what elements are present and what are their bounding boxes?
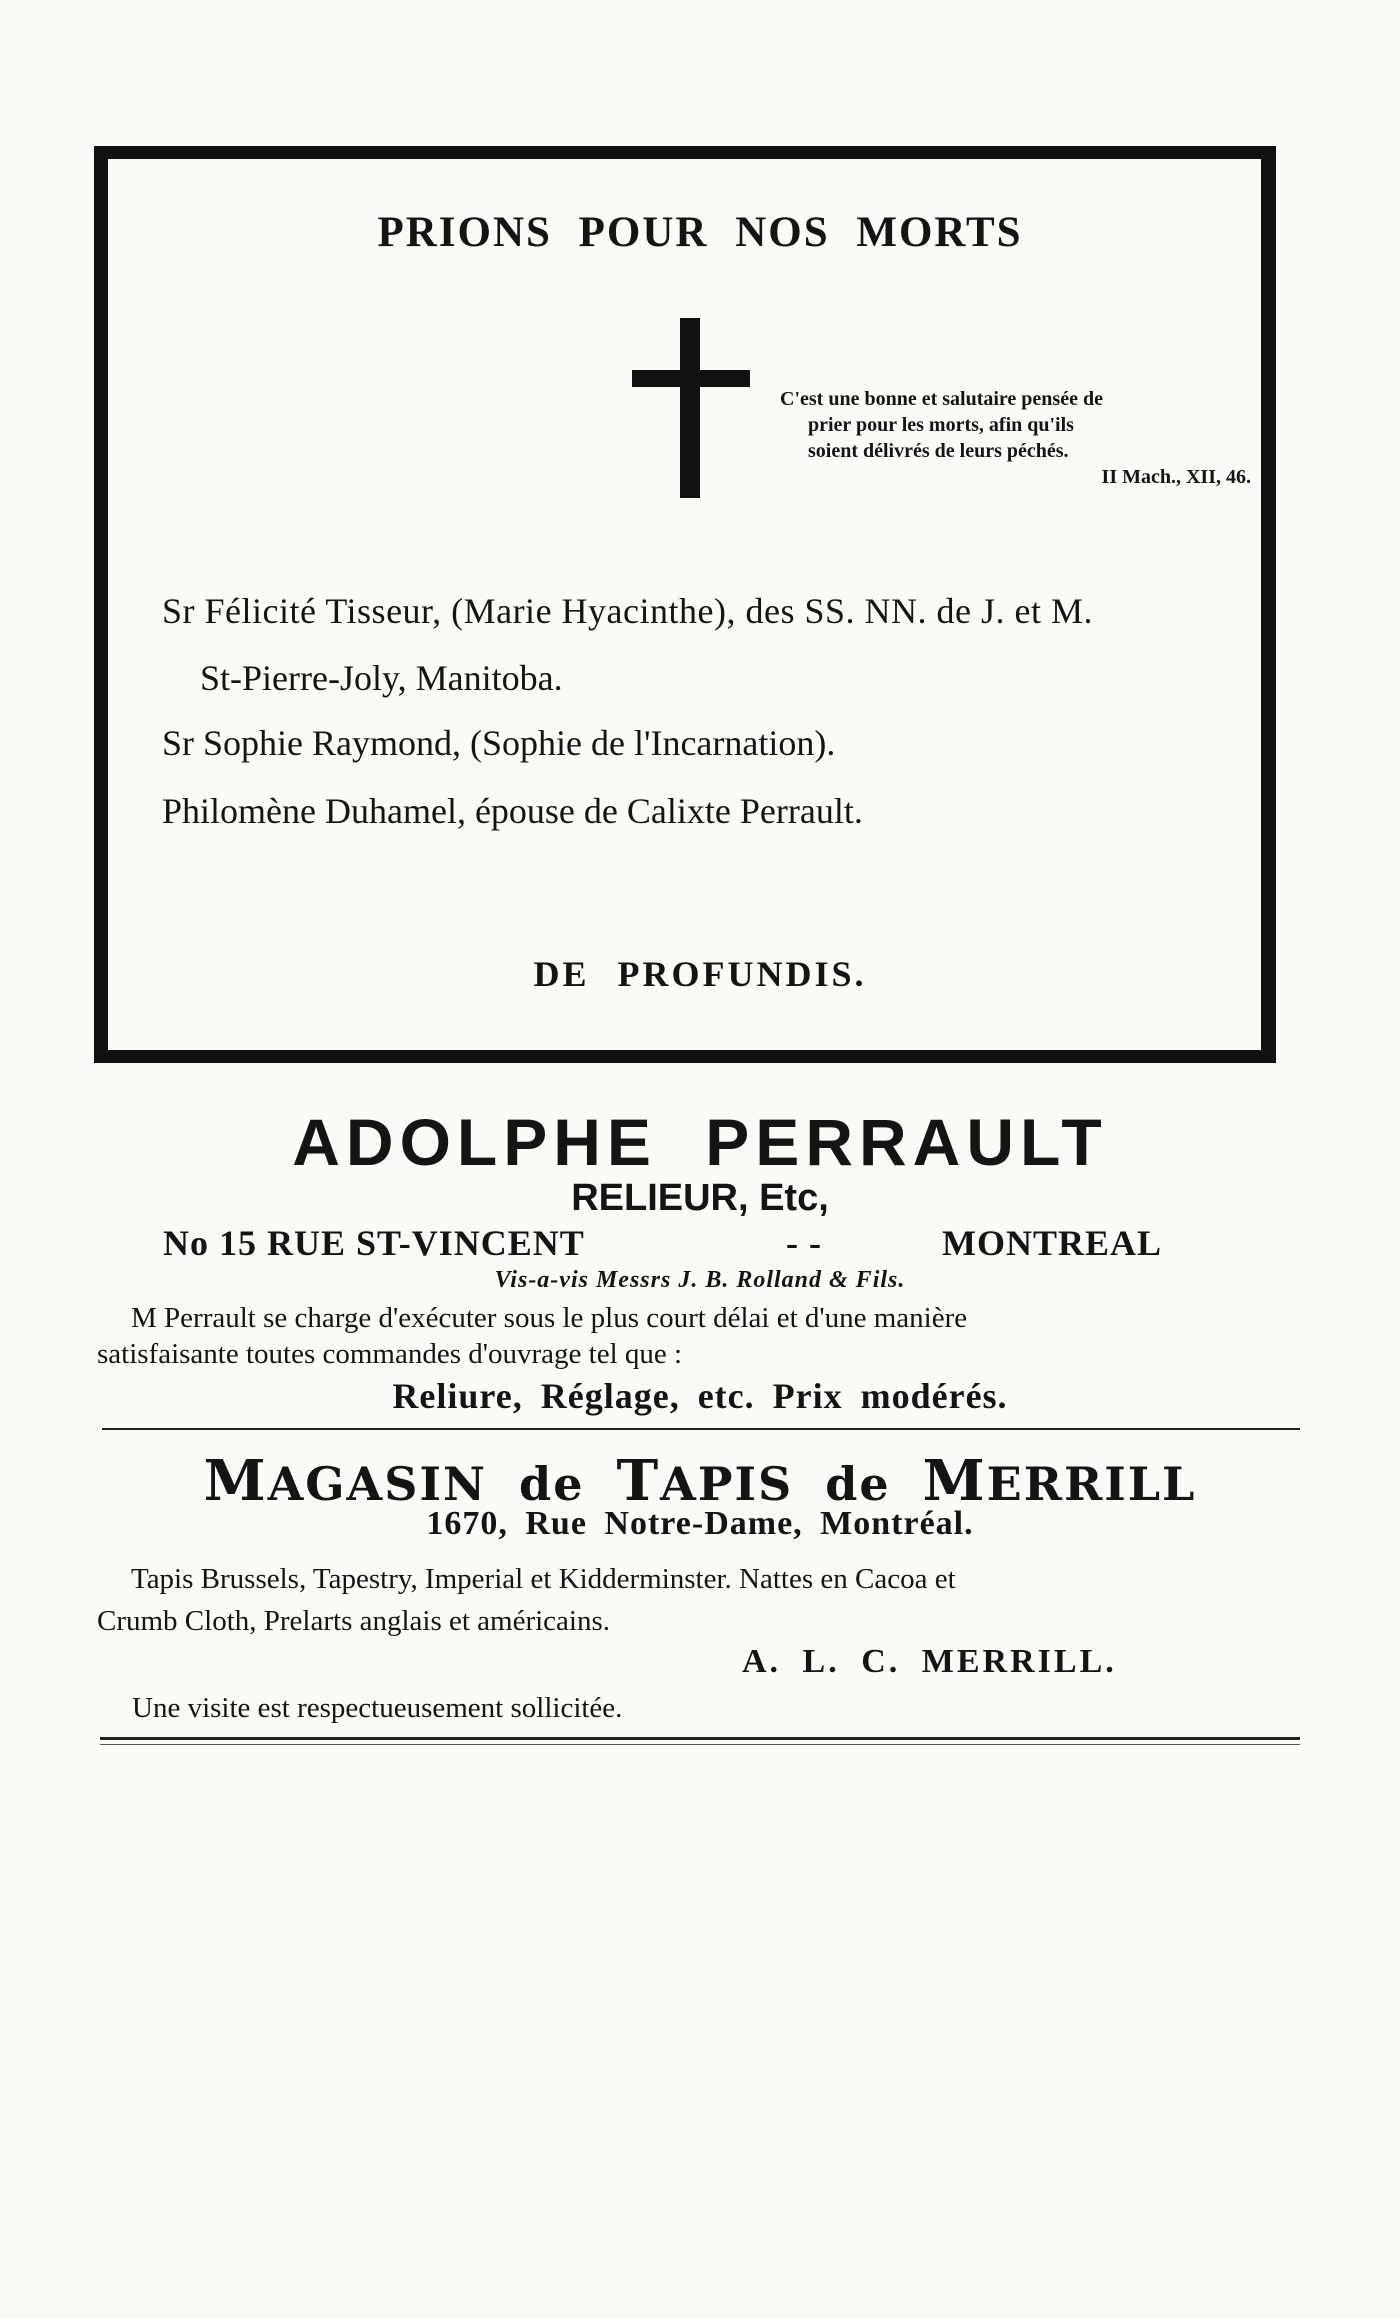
quote-line-3: soient délivrés de leurs péchés. xyxy=(808,440,1069,462)
perrault-name: ADOLPHE PERRAULT xyxy=(292,1105,1108,1179)
merrill-title-word-5: ERRILL xyxy=(986,1457,1197,1511)
perrault-description xyxy=(97,1300,1297,1372)
bottom-rule xyxy=(100,1737,1300,1740)
divider xyxy=(102,1428,1300,1430)
merrill-description xyxy=(97,1558,1297,1642)
merrill-description-line-1: Tapis Brussels, Tapestry, Imperial et Kidderminster. Nattes en Cacoa et xyxy=(131,1563,956,1595)
merrill-title-word-2: de xyxy=(519,1457,585,1511)
perrault-description-line-2: satisfaisante toutes commandes d'ouvrage tel que : xyxy=(97,1338,683,1370)
merrill-signature: A. L. C. MERRILL. xyxy=(742,1643,1117,1680)
cross-icon xyxy=(680,318,700,498)
perrault-description-line-1: M Perrault se charge d'exécuter sous le plus court délai et d'une manière xyxy=(131,1302,968,1334)
deceased-name-1-place: St-Pierre-Joly, Manitoba. xyxy=(200,658,563,698)
bottom-rule-thin xyxy=(100,1744,1300,1745)
merrill-address: 1670, Rue Notre-Dame, Montréal. xyxy=(426,1505,974,1542)
merrill-title-initial-3: T xyxy=(616,1448,661,1514)
perrault-trade: RELIEUR, Etc, xyxy=(571,1177,829,1219)
perrault-address: No 15 RUE ST-VINCENT xyxy=(163,1223,585,1263)
quote-reference: II Mach., XII, 46. xyxy=(1101,466,1251,488)
merrill-title-word-4: de xyxy=(825,1457,891,1511)
deceased-name-2: Sr Sophie Raymond, (Sophie de l'Incarnation). xyxy=(162,723,836,763)
cross-icon-bar xyxy=(632,370,750,387)
merrill-title-word-1: AGASIN xyxy=(267,1457,488,1511)
perrault-city: MONTREAL xyxy=(942,1223,1163,1263)
scripture-quote xyxy=(780,386,1265,490)
obituary-closing: DE PROFUNDIS. xyxy=(533,954,867,994)
deceased-name-3: Philomène Duhamel, épouse de Calixte Perrault. xyxy=(162,791,863,831)
obituary-heading: PRIONS POUR NOS MORTS xyxy=(377,209,1023,256)
perrault-tagline: Reliure, Réglage, etc. Prix modérés. xyxy=(392,1376,1008,1416)
merrill-description-line-2: Crumb Cloth, Prelarts anglais et américains. xyxy=(97,1605,611,1637)
merrill-title-initial-5: M xyxy=(922,1448,987,1514)
quote-line-2: prier pour les morts, afin qu'ils xyxy=(808,414,1074,436)
perrault-address-separator: - - xyxy=(786,1223,822,1263)
merrill-visit-note: Une visite est respectueusement sollicitée. xyxy=(132,1692,623,1724)
merrill-title-initial-1: M xyxy=(203,1448,268,1514)
deceased-name-1: Sr Félicité Tisseur, (Marie Hyacinthe), des SS. NN. de J. et M. xyxy=(162,591,1093,631)
merrill-title-word-3: APIS xyxy=(660,1457,794,1511)
perrault-vis-a-vis: Vis-a-vis Messrs J. B. Rolland & Fils. xyxy=(494,1267,906,1293)
quote-line-1: C'est une bonne et salutaire pensée de xyxy=(780,388,1103,410)
